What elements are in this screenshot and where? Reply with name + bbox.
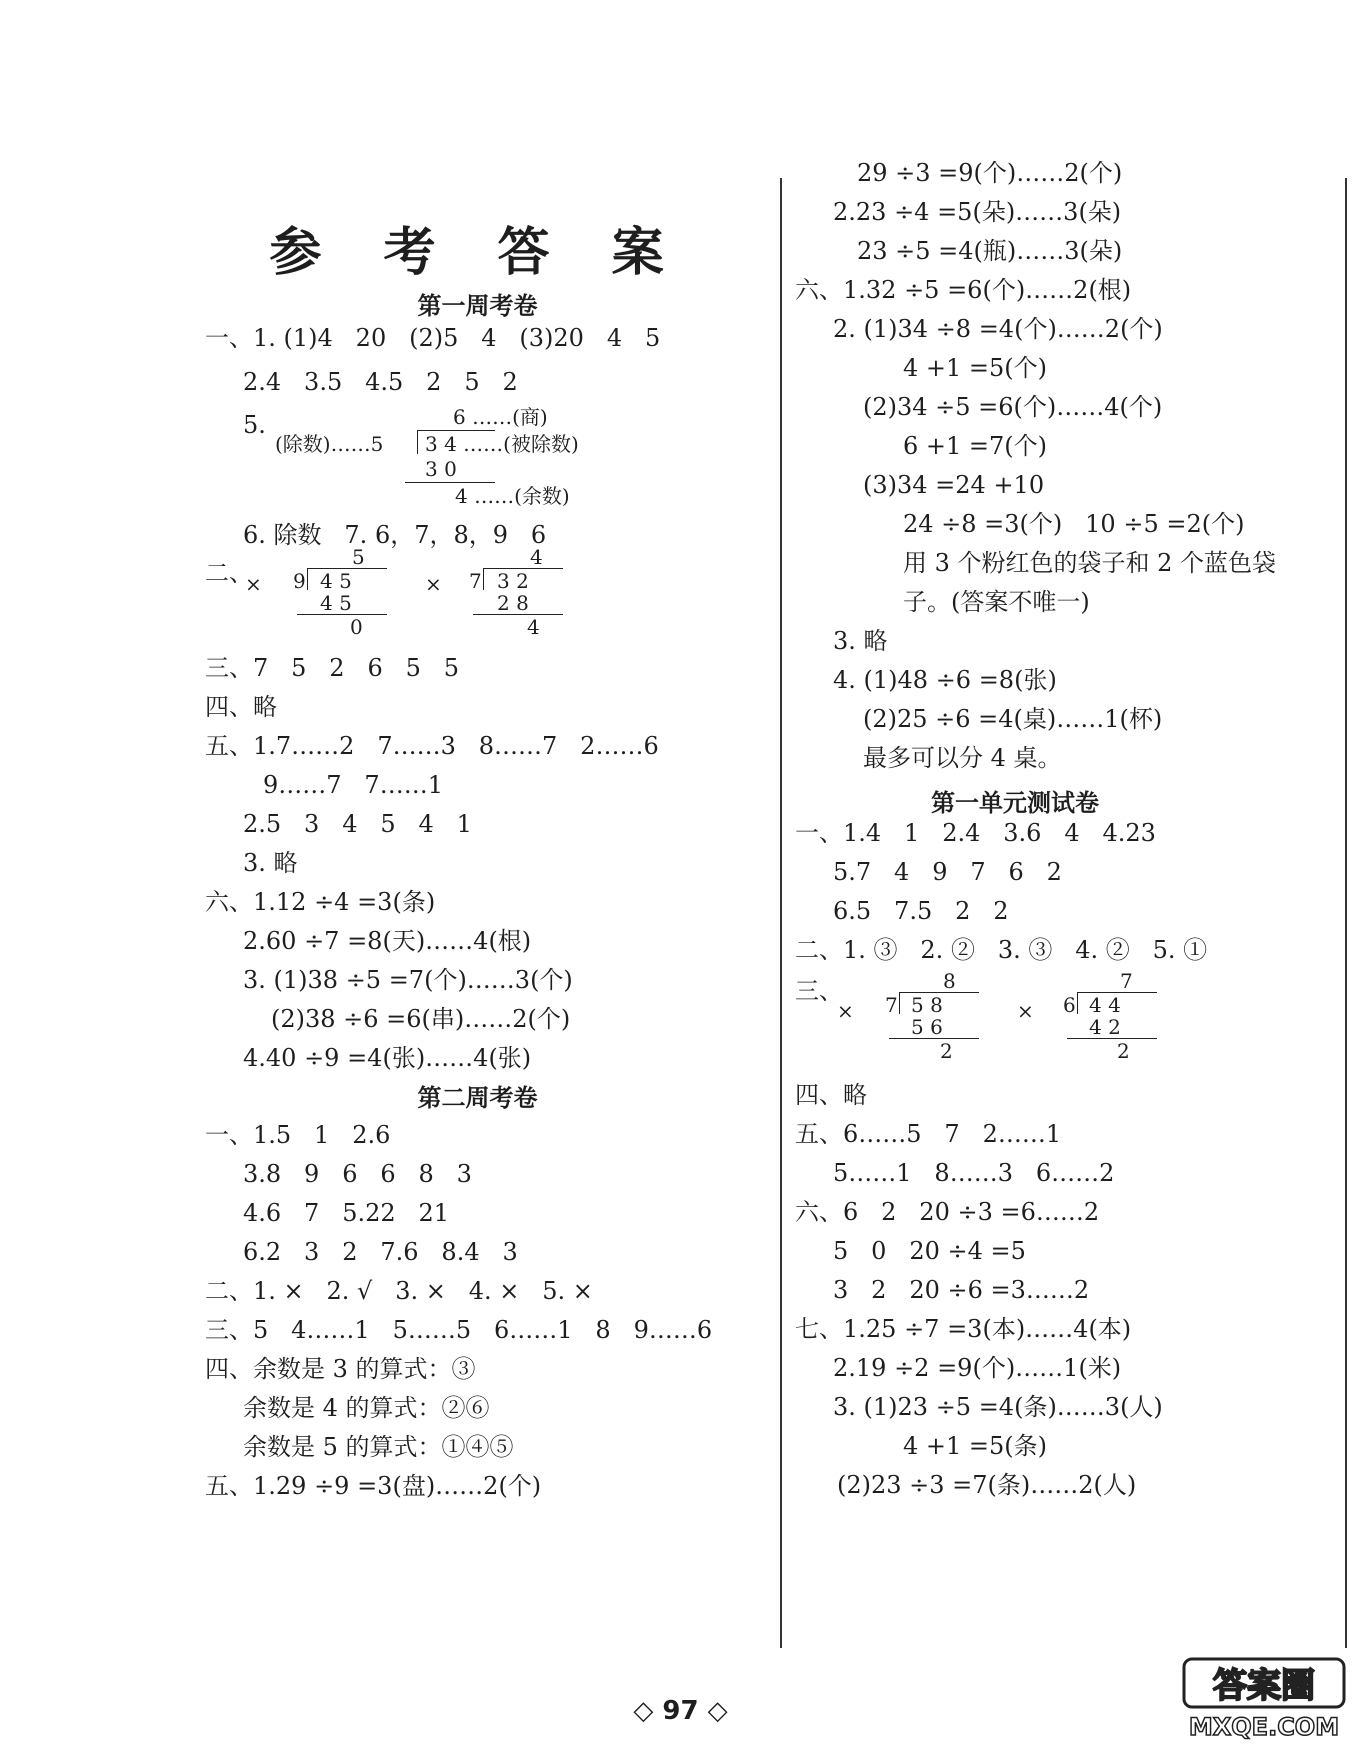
division-dividend: 4 5	[320, 569, 352, 593]
column-divider	[780, 178, 782, 1648]
right-border	[1345, 178, 1347, 1648]
answer-line: 5.7 4 9 7 6 2	[833, 858, 1062, 886]
division-divisor: 9	[293, 569, 306, 593]
answer-line: 四、余数是 3 的算式：③	[205, 1355, 476, 1383]
section-week1: 第一周考卷	[417, 292, 538, 320]
answer-line: 5.	[243, 411, 266, 439]
svg-text:MXQE.COM: MXQE.COM	[1188, 1713, 1340, 1741]
division-bar	[889, 1038, 979, 1039]
answer-line: 余数是 4 的算式：②⑥	[243, 1394, 490, 1422]
answer-line: 6. 除数 7. 6，7，8，9 6	[243, 521, 547, 549]
division-bracket	[307, 568, 308, 590]
division-bracket	[417, 430, 418, 454]
division-bar	[405, 482, 495, 483]
division-product: 3 0	[425, 457, 457, 481]
division-bracket	[899, 992, 900, 1014]
division-bar	[1067, 1038, 1157, 1039]
division-product: 2 8	[497, 591, 529, 615]
division-quotient: 8	[943, 969, 956, 993]
answer-line: 三、5 4……1 5……5 6……1 8 9……6	[205, 1316, 713, 1344]
division-product: 4 2	[1089, 1015, 1121, 1039]
division-remainder: 4	[527, 615, 540, 639]
answer-line: 4 +1 =5(个)	[903, 354, 1048, 382]
answer-line: 2.4 3.5 4.5 2 5 2	[243, 368, 518, 396]
division-remainder: 0	[350, 615, 363, 639]
answer-line: 一、1. (1)4 20 (2)5 4 (3)20 4 5	[205, 324, 661, 352]
division-bar	[297, 614, 387, 615]
answer-line: 2.60 ÷7 =8(天)……4(根)	[243, 927, 532, 955]
svg-text:答案圈: 答案圈	[1213, 1666, 1315, 1706]
answer-line: 3. 略	[243, 849, 298, 877]
answer-line: 五、6……5 7 2……1	[795, 1120, 1062, 1148]
answer-line: (2)23 ÷3 =7(条)……2(人)	[837, 1471, 1137, 1499]
division-product: 4 5	[320, 591, 352, 615]
answer-line: 4.6 7 5.22 21	[243, 1199, 450, 1227]
division-quotient: 6 ……(商)	[453, 405, 548, 429]
answer-line: 6 +1 =7(个)	[903, 432, 1048, 460]
division-product: 5 6	[911, 1015, 943, 1039]
division-bracket	[1077, 992, 1078, 1014]
division-divisor: 6	[1063, 993, 1076, 1017]
answer-line: 四、略	[205, 693, 277, 721]
answer-line: 子。(答案不唯一)	[903, 588, 1090, 616]
answer-line: 二、1. × 2. √ 3. × 4. × 5. ×	[205, 1277, 593, 1305]
answer-line: 5……1 8……3 6……2	[833, 1159, 1115, 1187]
watermark-logo	[1180, 1655, 1350, 1743]
answer-line: 2.5 3 4 5 4 1	[243, 810, 472, 838]
division-quotient: 4	[530, 545, 543, 569]
page-title: 参 考 答 案	[269, 222, 686, 283]
check-mark: ×	[837, 999, 854, 1023]
section-week2: 第二周考卷	[417, 1084, 538, 1112]
answer-line: 五、1.7……2 7……3 8……7 2……6	[205, 732, 659, 760]
answer-line: 6.2 3 2 7.6 8.4 3	[243, 1238, 518, 1266]
division-dividend: 5 8	[911, 993, 943, 1017]
answer-line: 最多可以分 4 桌。	[863, 744, 1062, 772]
answer-line: 3 2 20 ÷6 =3……2	[833, 1276, 1090, 1304]
division-quotient: 5	[352, 545, 365, 569]
answer-line: 一、1.4 1 2.4 3.6 4 4.23	[795, 819, 1156, 847]
answer-line: 一、1.5 1 2.6	[205, 1121, 391, 1149]
page-number: ◇ 97 ◇	[633, 1696, 728, 1726]
answer-line: (3)34 =24 +10	[863, 471, 1045, 499]
answer-line: 三、	[795, 977, 843, 1005]
answer-line: (2)25 ÷6 =4(桌)……1(杯)	[863, 705, 1163, 733]
answer-line: 23 ÷5 =4(瓶)……3(朵)	[857, 237, 1123, 265]
division-divisor: 7	[885, 993, 898, 1017]
division-bracket	[483, 568, 484, 590]
answer-line: (2)34 ÷5 =6(个)……4(个)	[863, 393, 1163, 421]
answer-line: 6.5 7.5 2 2	[833, 897, 1009, 925]
answer-line: 七、1.25 ÷7 =3(本)……4(本)	[795, 1315, 1132, 1343]
division-bar	[473, 614, 563, 615]
answer-line: 24 ÷8 =3(个) 10 ÷5 =2(个)	[903, 510, 1245, 538]
division-divisor: (除数)……5	[275, 432, 384, 456]
answer-line: 六、1.32 ÷5 =6(个)……2(根)	[795, 276, 1132, 304]
answer-line: 5 0 20 ÷4 =5	[833, 1237, 1026, 1265]
check-mark: ×	[1017, 999, 1034, 1023]
answer-line: 2. (1)34 ÷8 =4(个)……2(个)	[833, 315, 1163, 343]
answer-line: 3. (1)38 ÷5 =7(个)……3(个)	[243, 966, 573, 994]
answer-line: 二、1. ③ 2. ② 3. ③ 4. ② 5. ①	[795, 936, 1208, 964]
answer-line: 四、略	[795, 1081, 867, 1109]
answer-line: 4. (1)48 ÷6 =8(张)	[833, 666, 1057, 694]
division-dividend: 4 4	[1089, 993, 1121, 1017]
check-mark: ×	[425, 572, 442, 596]
division-remainder: 4 ……(余数)	[455, 484, 570, 508]
section-unit1: 第一单元测试卷	[931, 789, 1099, 817]
division-divisor: 7	[469, 569, 482, 593]
answer-line: 29 ÷3 =9(个)……2(个)	[857, 159, 1123, 187]
answer-line: 五、1.29 ÷9 =3(盘)……2(个)	[205, 1472, 542, 1500]
answer-line: 用 3 个粉红色的袋子和 2 个蓝色袋	[903, 549, 1277, 577]
answer-line: 3.8 9 6 6 8 3	[243, 1160, 472, 1188]
answer-line: 余数是 5 的算式：①④⑤	[243, 1433, 514, 1461]
check-mark: ×	[245, 572, 262, 596]
answer-line: 9……7 7……1	[263, 771, 443, 799]
watermark-logo-mark	[1184, 1659, 1344, 1741]
answer-line: (2)38 ÷6 =6(串)……2(个)	[271, 1005, 571, 1033]
answer-line: 4 +1 =5(条)	[903, 1432, 1048, 1460]
answer-line: 2.23 ÷4 =5(朵)……3(朵)	[833, 198, 1122, 226]
division-bar	[417, 430, 495, 431]
answer-line: 4.40 ÷9 =4(张)……4(张)	[243, 1044, 532, 1072]
answer-line: 2.19 ÷2 =9(个)……1(米)	[833, 1354, 1122, 1382]
division-remainder: 2	[940, 1039, 953, 1063]
answer-line: 3. 略	[833, 627, 888, 655]
answer-line: 六、1.12 ÷4 =3(条)	[205, 888, 436, 916]
division-remainder: 2	[1117, 1039, 1130, 1063]
division-dividend: 3 4 ……(被除数)	[425, 432, 579, 456]
division-dividend: 3 2	[497, 569, 529, 593]
answer-line: 三、7 5 2 6 5 5	[205, 654, 460, 682]
answer-line: 六、6 2 20 ÷3 =6……2	[795, 1198, 1100, 1226]
answer-line: 3. (1)23 ÷5 =4(条)……3(人)	[833, 1393, 1163, 1421]
division-quotient: 7	[1120, 969, 1133, 993]
answer-line: 二、	[205, 559, 253, 587]
